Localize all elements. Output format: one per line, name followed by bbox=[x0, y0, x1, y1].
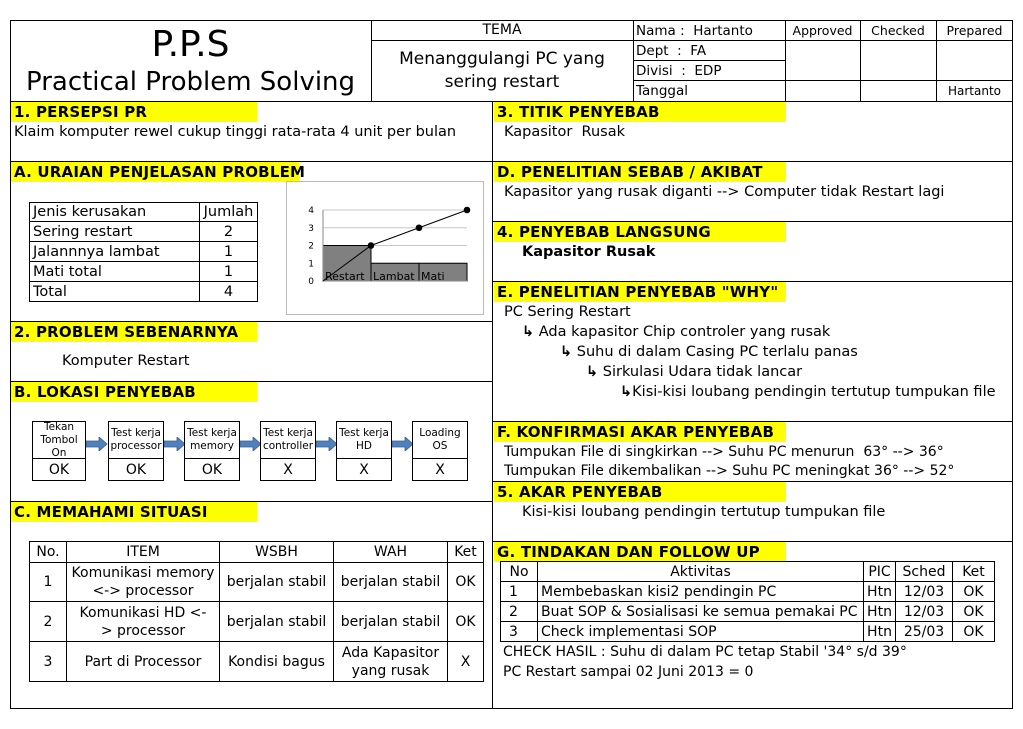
penelitian-sebab-text: Kapasitor yang rusak diganti --> Computer tidak Restart lagi bbox=[504, 184, 945, 200]
memahami-row-wah: berjalan stabil bbox=[334, 602, 448, 642]
why-root: PC Sering Restart bbox=[504, 304, 631, 320]
titik-title: 3. TITIK PENYEBAB bbox=[494, 102, 786, 122]
uraian-row-jenis: Mati total bbox=[30, 262, 200, 282]
nama-row: Nama : Hartanto bbox=[636, 23, 753, 39]
why-elbow-icon: ↳ bbox=[560, 344, 573, 360]
why-level-text: Ada kapasitor Chip controler yang rusak bbox=[538, 324, 831, 340]
uraian-row-jenis: Jalannnya lambat bbox=[30, 242, 200, 262]
tindakan-row-sched: 12/03 bbox=[896, 602, 953, 622]
tindakan-row-ket: OK bbox=[953, 602, 995, 622]
memahami-row-wah: Ada Kapasitor yang rusak bbox=[334, 642, 448, 682]
check-hasil-1: CHECK HASIL : Suhu di dalam PC tetap Stabil '34° s/d 39° bbox=[503, 644, 907, 660]
flow-step-result: OK bbox=[185, 458, 239, 480]
tindakan-row-pic: Htn bbox=[864, 622, 896, 642]
memahami-row-no: 3 bbox=[30, 642, 67, 682]
memahami-table bbox=[29, 541, 484, 682]
tindakan-title: G. TINDAKAN DAN FOLLOW UP bbox=[494, 542, 786, 562]
lokasi-title: B. LOKASI PENYEBAB bbox=[11, 382, 257, 402]
why-elbow-icon: ↳ bbox=[620, 384, 633, 400]
tindakan-row-aktivitas: Check implementasi SOP bbox=[538, 622, 864, 642]
flow-step-label: Tekan Tombol On bbox=[40, 420, 78, 459]
chart-cumulative-point bbox=[416, 224, 423, 231]
memahami-row-item: Komunikasi memory <-> processor bbox=[67, 563, 220, 602]
uraian-row-jenis: Total bbox=[30, 282, 200, 302]
uraian-row-jumlah: 4 bbox=[200, 282, 258, 302]
tindakan-row-sched: 25/03 bbox=[896, 622, 953, 642]
memahami-row-wsbh: berjalan stabil bbox=[220, 563, 334, 602]
flow-arrow-icon bbox=[240, 437, 262, 451]
konfirmasi-line1: Tumpukan File di singkirkan --> Suhu PC menurun 63° --> 36° bbox=[504, 444, 944, 460]
why-title: E. PENELITIAN PENYEBAB "WHY" bbox=[494, 282, 786, 302]
uraian-row-jumlah: 1 bbox=[200, 242, 258, 262]
memahami-header-wsbh: WSBH bbox=[220, 542, 334, 563]
tindakan-row-no: 3 bbox=[501, 622, 538, 642]
memahami-header-ket: Ket bbox=[448, 542, 484, 563]
chart-category-label: Mati bbox=[421, 270, 445, 283]
tema-line1: Menanggulangi PC yang bbox=[399, 49, 605, 69]
flow-step bbox=[260, 421, 316, 481]
tindakan-row-no: 1 bbox=[501, 582, 538, 602]
tindakan-header-sched: Sched bbox=[896, 562, 953, 582]
titik-text: Kapasitor Rusak bbox=[504, 124, 625, 140]
flow-step-result: OK bbox=[109, 458, 163, 480]
uraian-row-jenis: Sering restart bbox=[30, 222, 200, 242]
tindakan-row-ket: OK bbox=[953, 582, 995, 602]
flow-step bbox=[336, 421, 392, 481]
pareto-chart bbox=[287, 182, 483, 314]
tindakan-header-no: No bbox=[501, 562, 538, 582]
chart-category-label: Restart bbox=[325, 270, 365, 283]
chart-ytick-label: 2 bbox=[308, 241, 314, 252]
flow-step-label: Test kerja memory bbox=[187, 427, 237, 452]
divisi-row: Divisi : EDP bbox=[636, 63, 722, 79]
chart-ytick-label: 0 bbox=[308, 277, 314, 287]
why-elbow-icon: ↳ bbox=[522, 324, 535, 340]
pareto-chart-frame bbox=[286, 181, 484, 315]
persepsi-text: Klaim komputer rewel cukup tinggi rata-rata 4 unit per bulan bbox=[14, 124, 457, 140]
why-level-1 bbox=[522, 322, 830, 342]
uraian-table bbox=[29, 202, 258, 302]
pps-title: P.P.S bbox=[151, 24, 230, 65]
penelitian-sebab-title: D. PENELITIAN SEBAB / AKIBAT bbox=[494, 162, 786, 182]
flow-step-label: Loading OS bbox=[419, 427, 461, 452]
memahami-row-no: 1 bbox=[30, 563, 67, 602]
flow-step-result: X bbox=[261, 458, 315, 480]
tindakan-row-aktivitas: Buat SOP & Sosialisasi ke semua pemakai PC bbox=[538, 602, 864, 622]
tindakan-row-pic: Htn bbox=[864, 582, 896, 602]
flow-step bbox=[184, 421, 240, 481]
problem-sebenarnya-text: Komputer Restart bbox=[62, 353, 190, 369]
tanggal-label: Tanggal bbox=[636, 83, 689, 99]
memahami-header-item: ITEM bbox=[67, 542, 220, 563]
memahami-header-wah: WAH bbox=[334, 542, 448, 563]
why-level-text: Sirkulasi Udara tidak lancar bbox=[602, 364, 803, 380]
tema-label: TEMA bbox=[482, 22, 522, 38]
flow-step-label: Test kerja HD bbox=[339, 427, 389, 452]
dept-value: FA bbox=[690, 43, 707, 59]
tindakan-table bbox=[500, 561, 995, 642]
flow-arrow-icon bbox=[86, 437, 108, 451]
uraian-row-jumlah: 1 bbox=[200, 262, 258, 282]
flow-step bbox=[32, 421, 86, 481]
dept-row: Dept : FA bbox=[636, 43, 707, 59]
chart-category-label: Lambat bbox=[373, 270, 415, 283]
flow-arrow-icon bbox=[316, 437, 338, 451]
problem-sebenarnya-title: 2. PROBLEM SEBENARNYA bbox=[11, 322, 257, 342]
flow-arrow-icon bbox=[392, 437, 414, 451]
memahami-row-item: Part di Processor bbox=[67, 642, 220, 682]
chart-cumulative-point bbox=[464, 207, 471, 214]
divisi-value: EDP bbox=[694, 63, 722, 79]
why-level-text: Suhu di dalam Casing PC terlalu panas bbox=[576, 344, 858, 360]
tindakan-header-aktivitas: Aktivitas bbox=[538, 562, 864, 582]
penyebab-langsung-title: 4. PENYEBAB LANGSUNG bbox=[494, 222, 786, 242]
chart-ytick-label: 4 bbox=[308, 206, 314, 216]
flow-arrow-icon bbox=[164, 437, 186, 451]
tindakan-header-pic: PIC bbox=[864, 562, 896, 582]
chart-cumulative-point bbox=[368, 242, 375, 249]
konfirmasi-title: F. KONFIRMASI AKAR PENYEBAB bbox=[494, 422, 786, 442]
flow-step-label: Test kerja controller bbox=[262, 427, 314, 452]
uraian-header-jenis: Jenis kerusakan bbox=[30, 203, 200, 222]
nama-value: Hartanto bbox=[693, 23, 753, 39]
flow-step-result: OK bbox=[33, 458, 85, 480]
why-level-text: Kisi-kisi loubang pendingin tertutup tumpukan file bbox=[632, 384, 996, 400]
uraian-row-jumlah: 2 bbox=[200, 222, 258, 242]
why-elbow-icon: ↳ bbox=[586, 364, 599, 380]
prepared-label: Prepared bbox=[946, 23, 1003, 38]
tindakan-row-sched: 12/03 bbox=[896, 582, 953, 602]
flow-step-result: X bbox=[337, 458, 391, 480]
akar-title: 5. AKAR PENYEBAB bbox=[494, 482, 786, 502]
flow-step-result: X bbox=[413, 458, 467, 480]
memahami-row-wah: berjalan stabil bbox=[334, 563, 448, 602]
flow-step bbox=[412, 421, 468, 481]
memahami-header-no: No. bbox=[30, 542, 67, 563]
nama-label: Nama bbox=[636, 23, 676, 39]
check-hasil-2: PC Restart sampai 02 Juni 2013 = 0 bbox=[503, 664, 754, 680]
persepsi-title: 1. PERSEPSI PR bbox=[11, 102, 257, 122]
why-level-3 bbox=[586, 362, 802, 382]
approved-label: Approved bbox=[792, 23, 853, 38]
chart-ytick-label: 3 bbox=[308, 223, 314, 234]
tindakan-row-no: 2 bbox=[501, 602, 538, 622]
uraian-title: A. URAIAN PENJELASAN PROBLEM bbox=[11, 162, 299, 182]
memahami-title: C. MEMAHAMI SITUASI bbox=[11, 502, 257, 522]
why-level-2 bbox=[560, 342, 858, 362]
dept-label: Dept bbox=[636, 43, 669, 59]
tindakan-row-pic: Htn bbox=[864, 602, 896, 622]
memahami-row-item: Komunikasi HD <-> processor bbox=[67, 602, 220, 642]
flow-step bbox=[108, 421, 164, 481]
memahami-row-ket: OK bbox=[448, 563, 484, 602]
memahami-row-wsbh: berjalan stabil bbox=[220, 602, 334, 642]
flow-step-label: Test kerja processor bbox=[110, 427, 162, 452]
checked-label: Checked bbox=[871, 23, 925, 38]
memahami-row-wsbh: Kondisi bagus bbox=[220, 642, 334, 682]
chart-ytick-label: 1 bbox=[308, 259, 314, 270]
pps-subtitle: Practical Problem Solving bbox=[25, 67, 356, 97]
akar-text: Kisi-kisi loubang pendingin tertutup tumpukan file bbox=[522, 504, 886, 520]
konfirmasi-line2: Tumpukan File dikembalikan --> Suhu PC meningkat 36° --> 52° bbox=[504, 463, 955, 479]
divisi-label: Divisi bbox=[636, 63, 673, 79]
uraian-header-jumlah: Jumlah bbox=[200, 203, 258, 222]
tindakan-header-ket: Ket bbox=[953, 562, 995, 582]
memahami-row-ket: OK bbox=[448, 602, 484, 642]
memahami-row-ket: X bbox=[448, 642, 484, 682]
why-level-4 bbox=[620, 382, 996, 402]
tema-line2: sering restart bbox=[444, 72, 560, 92]
memahami-row-no: 2 bbox=[30, 602, 67, 642]
prepared-by: Hartanto bbox=[947, 84, 1002, 98]
penyebab-langsung-text: Kapasitor Rusak bbox=[522, 244, 656, 260]
tindakan-row-aktivitas: Membebaskan kisi2 pendingin PC bbox=[538, 582, 864, 602]
tindakan-row-ket: OK bbox=[953, 622, 995, 642]
